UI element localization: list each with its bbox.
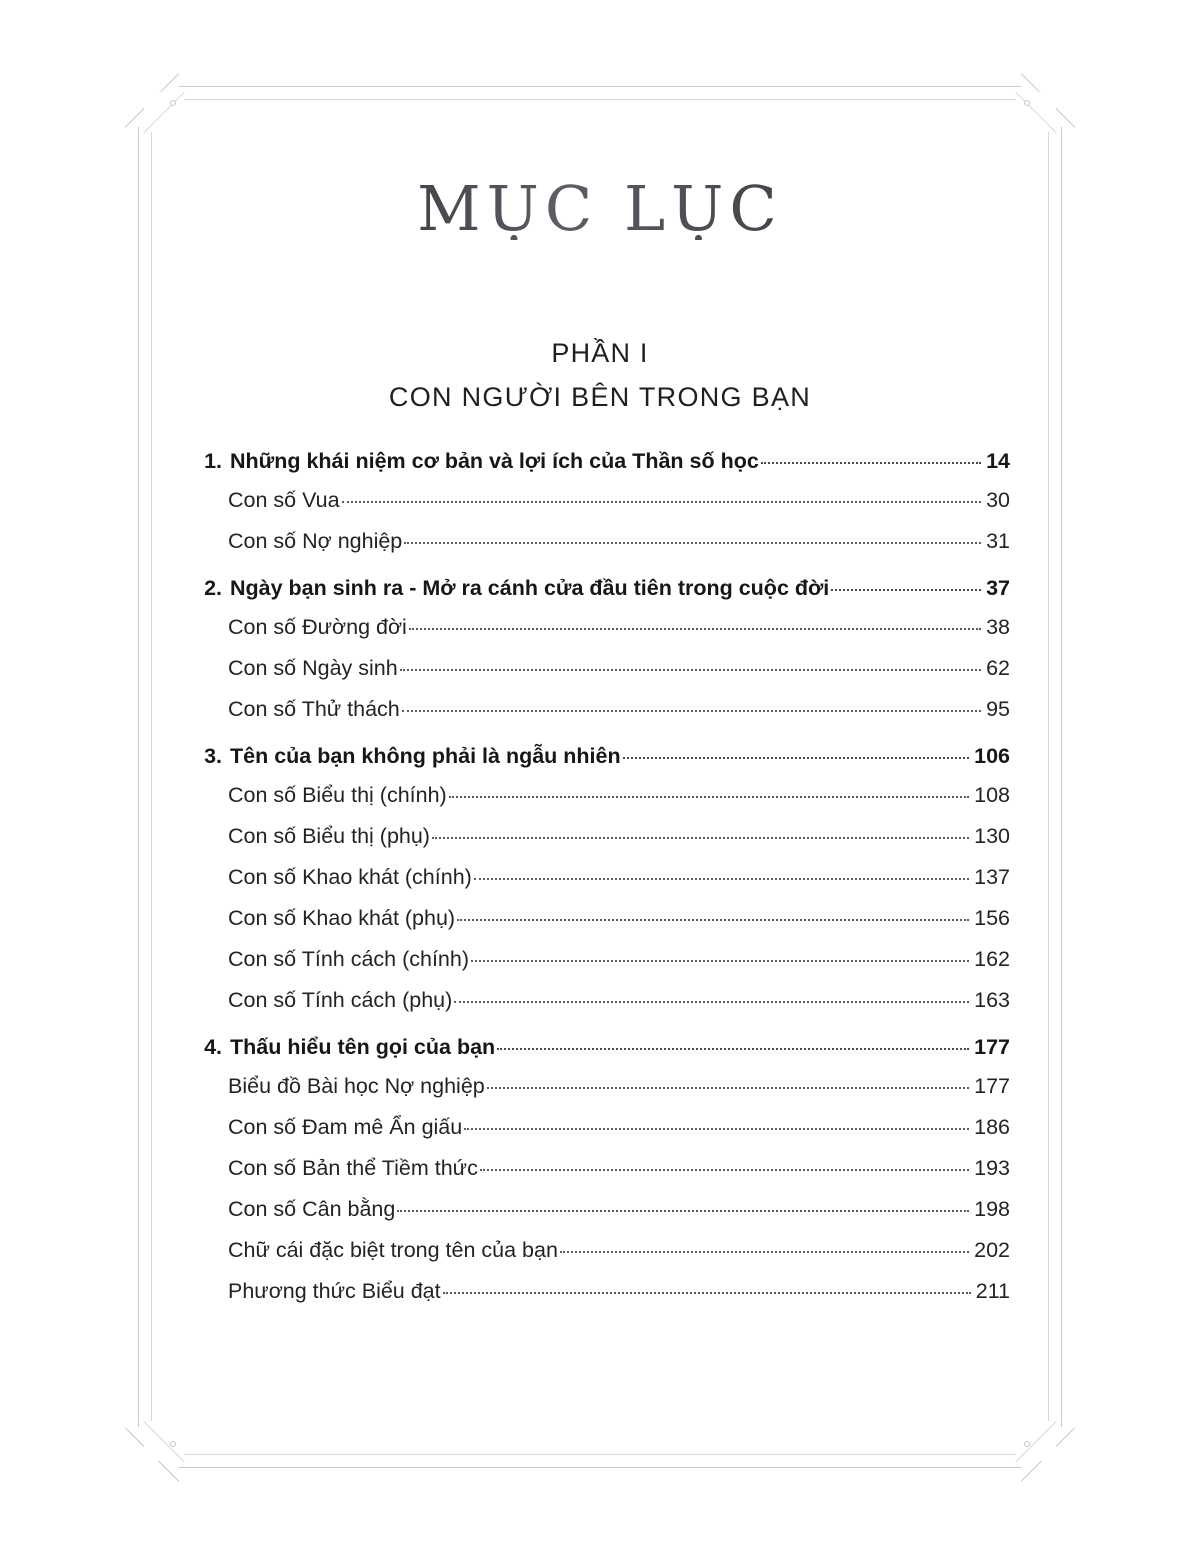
toc-entry-page-number: 30 — [986, 488, 1010, 512]
toc-entry-page-number: 177 — [974, 1074, 1010, 1098]
toc-sub-entry[interactable] — [190, 783, 1010, 808]
toc-chapter-entry[interactable] — [190, 449, 1010, 474]
toc-sub-entry[interactable] — [190, 529, 1010, 554]
toc-leader-dots — [404, 542, 981, 544]
toc-sub-entry[interactable] — [190, 488, 1010, 513]
corner-dot-bottom-left — [170, 1441, 176, 1447]
toc-entry-page-number: 163 — [974, 988, 1010, 1012]
toc-sub-entry[interactable] — [190, 1279, 1010, 1304]
toc-leader-dots — [443, 1292, 971, 1294]
toc-entry-number: 3. — [204, 744, 222, 768]
toc-sub-entry[interactable] — [190, 1156, 1010, 1181]
toc-sub-entry[interactable] — [190, 656, 1010, 681]
toc-entry-title: Con số Khao khát (chính) — [228, 865, 472, 889]
toc-entry-number: 2. — [204, 576, 222, 600]
toc-leader-dots — [432, 837, 969, 839]
toc-leader-dots — [560, 1251, 969, 1253]
toc-leader-dots — [497, 1048, 969, 1050]
toc-entry-page-number: 162 — [974, 947, 1010, 971]
toc-sub-entry[interactable] — [190, 1238, 1010, 1263]
toc-chapter-entry[interactable] — [190, 1035, 1010, 1060]
toc-entry-title: Con số Đường đời — [228, 615, 407, 639]
toc-sub-entry[interactable] — [190, 697, 1010, 722]
toc-leader-dots — [831, 589, 981, 591]
toc-entry-title: Con số Nợ nghiệp — [228, 529, 403, 553]
corner-dot-top-right — [1024, 100, 1030, 106]
toc-entry-title: Con số Khao khát (phụ) — [228, 906, 456, 930]
toc-leader-dots — [471, 960, 969, 962]
toc-entry-page-number: 37 — [986, 576, 1010, 600]
toc-entry-title: Tên của bạn không phải là ngẫu nhiên — [230, 744, 621, 768]
corner-dot-top-left — [170, 100, 176, 106]
toc-entry-page-number: 38 — [986, 615, 1010, 639]
toc-entry-title: Con số Biểu thị (chính) — [228, 783, 447, 807]
corner-ornament-inner-top-right — [1016, 92, 1056, 132]
part-label: PHẦN I — [551, 338, 649, 368]
toc-entry-page-number: 202 — [974, 1238, 1010, 1262]
toc-leader-dots — [761, 462, 981, 464]
toc-entry-title: Con số Bản thể Tiềm thức — [228, 1156, 478, 1180]
toc-leader-dots — [342, 501, 982, 503]
toc-entry-number: 4. — [204, 1035, 222, 1059]
toc-chapter-entry[interactable] — [190, 576, 1010, 601]
corner-ornament-inner-bottom-right — [1016, 1421, 1056, 1461]
toc-entry-page-number: 177 — [974, 1035, 1010, 1059]
toc-entry-page-number: 106 — [974, 744, 1010, 768]
toc-leader-dots — [400, 669, 981, 671]
toc-leader-dots — [454, 1001, 969, 1003]
corner-ornament-inner-top-left — [144, 92, 184, 132]
toc-entry-title: Con số Cân bằng — [228, 1197, 396, 1221]
toc-entry-page-number: 193 — [974, 1156, 1010, 1180]
toc-entry-title: Con số Đam mê Ẩn giấu — [228, 1115, 463, 1139]
toc-sub-entry[interactable] — [190, 988, 1010, 1013]
part-heading — [190, 338, 1010, 413]
toc-entry-page-number: 31 — [986, 529, 1010, 553]
toc-leader-dots — [487, 1087, 969, 1089]
toc-entry-title: Ngày bạn sinh ra - Mở ra cánh cửa đầu tiên trong cuộc đời — [230, 576, 830, 600]
corner-ornament-inner-bottom-left — [144, 1421, 184, 1461]
toc-sub-entry[interactable] — [190, 947, 1010, 972]
toc-entry-number: 1. — [204, 449, 222, 473]
toc-entry-title: Những khái niệm cơ bản và lợi ích của Thần số học — [230, 449, 759, 473]
toc-entry-title: Con số Thử thách — [228, 697, 400, 721]
toc-entry-title: Chữ cái đặc biệt trong tên của bạn — [228, 1238, 558, 1262]
toc-entry-title: Phương thức Biểu đạt — [228, 1279, 441, 1303]
toc-entry-page-number: 211 — [975, 1279, 1010, 1303]
toc-entry-page-number: 14 — [986, 449, 1010, 473]
toc-entry-title: Con số Tính cách (chính) — [228, 947, 470, 971]
toc-entry-title: Con số Vua — [228, 488, 340, 512]
toc-sub-entry[interactable] — [190, 906, 1010, 931]
toc-sub-entry[interactable] — [190, 1074, 1010, 1099]
toc-content — [190, 150, 1010, 1320]
toc-leader-dots — [397, 1210, 969, 1212]
toc-entry-page-number: 156 — [974, 906, 1010, 930]
toc-leader-dots — [449, 796, 969, 798]
toc-entry-title: Biểu đồ Bài học Nợ nghiệp — [228, 1074, 485, 1098]
toc-leader-dots — [623, 757, 970, 759]
toc-entry-page-number: 108 — [974, 783, 1010, 807]
toc-entry-title: Con số Biểu thị (phụ) — [228, 824, 430, 848]
toc-sub-entry[interactable] — [190, 1115, 1010, 1140]
toc-leader-dots — [474, 878, 969, 880]
toc-entry-page-number: 137 — [974, 865, 1010, 889]
toc-entry-page-number: 95 — [986, 697, 1010, 721]
toc-leader-dots — [480, 1169, 969, 1171]
toc-entry-list — [190, 449, 1010, 1304]
toc-entry-title: Thấu hiểu tên gọi của bạn — [230, 1035, 496, 1059]
toc-entry-page-number: 130 — [974, 824, 1010, 848]
toc-sub-entry[interactable] — [190, 1197, 1010, 1222]
toc-leader-dots — [457, 919, 969, 921]
toc-leader-dots — [402, 710, 981, 712]
toc-entry-page-number: 62 — [986, 656, 1010, 680]
page-title: MỤC LỤC — [190, 178, 1010, 240]
toc-entry-title: Con số Tính cách (phụ) — [228, 988, 453, 1012]
toc-leader-dots — [464, 1128, 969, 1130]
toc-entry-page-number: 198 — [974, 1197, 1010, 1221]
toc-sub-entry[interactable] — [190, 615, 1010, 640]
toc-sub-entry[interactable] — [190, 865, 1010, 890]
toc-entry-title: Con số Ngày sinh — [228, 656, 398, 680]
toc-leader-dots — [409, 628, 981, 630]
corner-dot-bottom-right — [1024, 1441, 1030, 1447]
toc-entry-page-number: 186 — [974, 1115, 1010, 1139]
toc-chapter-entry[interactable] — [190, 744, 1010, 769]
part-name: CON NGƯỜI BÊN TRONG BẠN — [388, 382, 812, 412]
toc-sub-entry[interactable] — [190, 824, 1010, 849]
